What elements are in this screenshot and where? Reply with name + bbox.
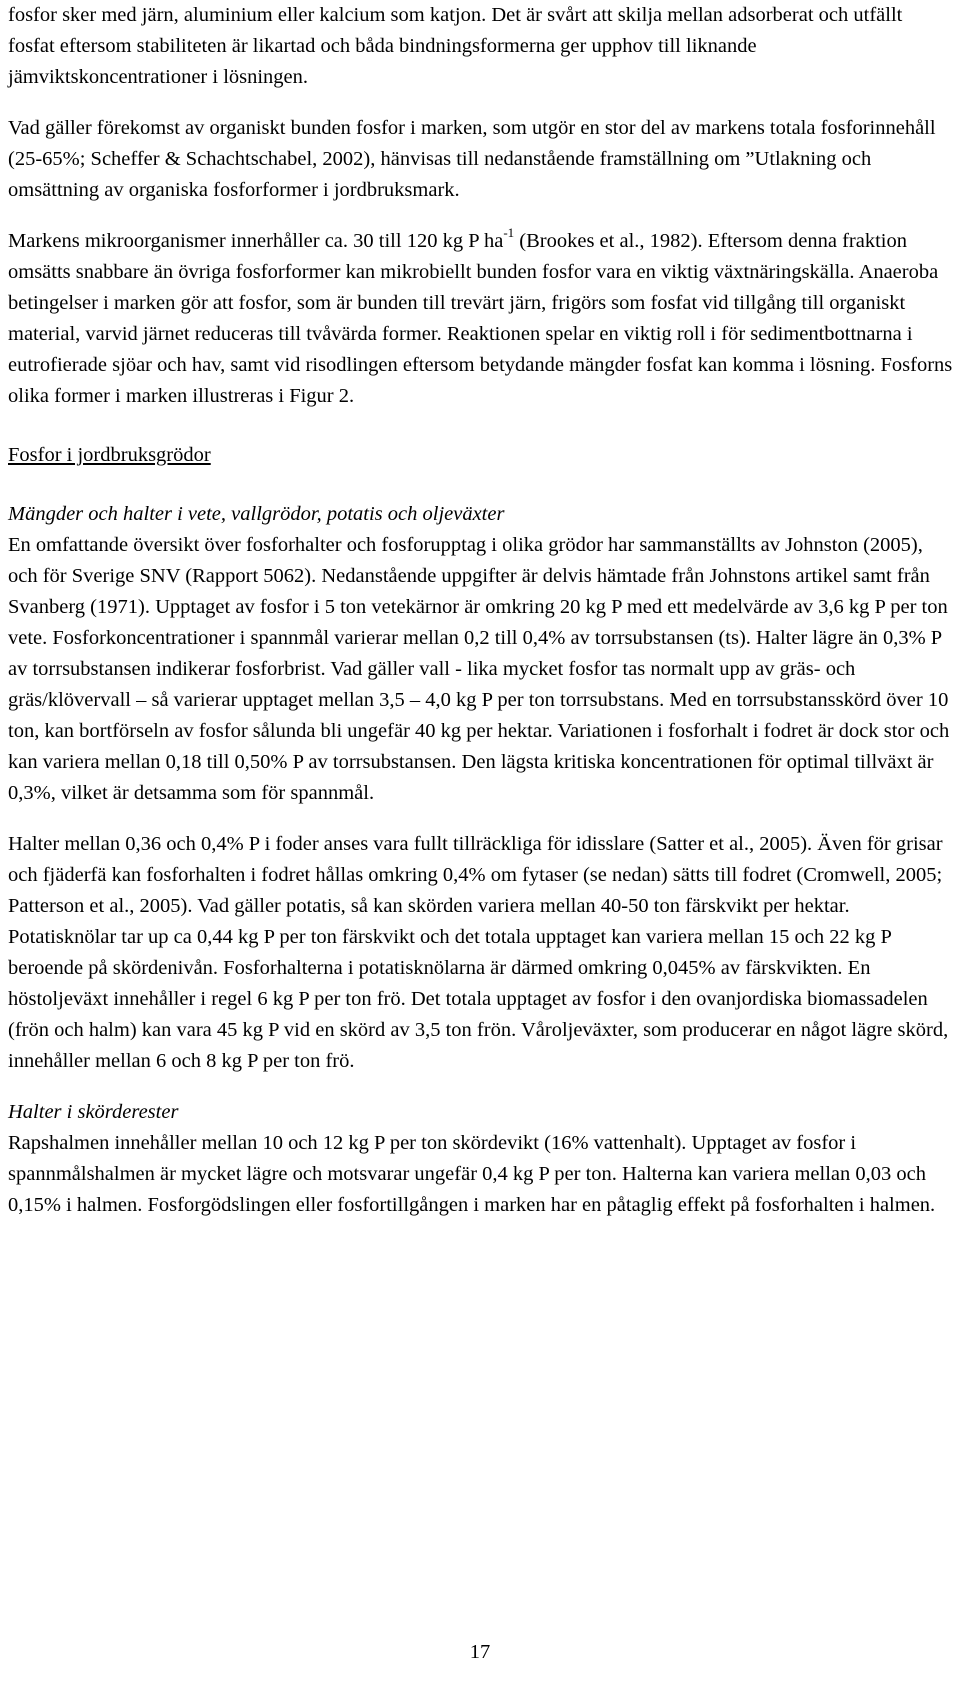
paragraph-adsorption: fosfor sker med järn, aluminium eller kalcium som katjon. Det är svårt att skilja mellan adsorberat och utfällt fosfat eftersom stabiliteten är likartad och båda bindningsformerna ger upphov till liknande jämviktskoncentrationer i lösningen. — [8, 4, 903, 88]
exponent-superscript: -1 — [503, 225, 515, 241]
paragraph-microorganisms — [8, 226, 954, 412]
microorganisms-text-rest: (Brookes et al., 1982). Eftersom denna fraktion omsätts snabbare än övriga fosforformer kan mikrobiellt bunden fosfor vara en viktig växtnäringskälla. Anaeroba betingelser i marken gör att fosfor, som är bunden till trevärt järn, frigörs som fosfat vid tillgång till organiskt material, varvid järnet reduceras till tvåvärda former. Reaktionen spelar en viktig roll i för sedimentbottnarna i eutrofierade sjöar och hav, samt vid risodlingen eftersom betydande mängder fosfat kan komma i lösning. Fosforns olika former i marken illustreras i Figur 2. — [8, 230, 953, 407]
subsection-heading-residues: Halter i skörderester — [8, 1101, 179, 1123]
section-heading: Fosfor i jordbruksgrödor — [8, 444, 211, 466]
paragraph-straw-phosphorus: Rapshalmen innehåller mellan 10 och 12 kg P per ton skördevikt (16% vattenhalt). Upptaget av fosfor i spannmålshalmen är mycket lägre och motsvarar ungefär 0,4 kg P per ton. Halterna kan variera mellan 0,03 och 0,15% i halmen. Fosforgödslingen eller fosfortillgången i marken har en påtaglig effekt på fosforhalten i halmen. — [8, 1132, 936, 1216]
paragraph-feed-phosphorus: Halter mellan 0,36 och 0,4% P i foder anses vara fullt tillräckliga för idisslare (Satter et al., 2005). Även för grisar och fjäderfä kan fosforhalten i fodret hållas omkring 0,4% om fytaser (se nedan) sätts till fodret (Cromwell, 2005; Patterson et al., 2005). Vad gäller potatis, så kan skörden variera mellan 40-50 ton färskvikt per hektar. Potatisknölar tar up ca 0,44 kg P per ton färskvikt och det totala upptaget kan variera mellan 15 och 22 kg P beroende på skördenivån. Fosforhalterna i potatisknölarna är därmed omkring 0,045% av färskvikten. En höstoljeväxt innehåller i regel 6 kg P per ton frö. Det totala upptaget av fosfor i den ovanjordiska biomassadelen (frön och halm) kan vara 45 kg P vid en skörd av 3,5 ton frön. Våroljeväxter, som producerar en något lägre skörd, innehåller mellan 6 och 8 kg P per ton frö. — [8, 833, 949, 1072]
page-number: 17 — [469, 1641, 491, 1663]
microorganisms-text-start: Markens mikroorganismer innerhåller ca. 30 till 120 kg P ha — [8, 230, 504, 252]
subsection-heading-crops: Mängder och halter i vete, vallgrödor, potatis och oljeväxter — [8, 503, 505, 525]
document-page — [8, 0, 954, 1221]
paragraph-crop-phosphorus: En omfattande översikt över fosforhalter och fosforupptag i olika grödor har sammanställts av Johnston (2005), och för Sverige SNV (Rapport 5062). Nedanstående uppgifter är delvis hämtade från Johnstons artikel samt från Svanberg (1971). Upptaget av fosfor i 5 ton vetekärnor är omkring 20 kg P med ett medelvärde av 3,6 kg P per ton vete. Fosforkoncentrationer i spannmål varierar mellan 0,2 till 0,4% av torrsubstansen (ts). Halter lägre än 0,3% P av torrsubstansen indikerar fosforbrist. Vad gäller vall - lika mycket fosfor tas normalt upp av gräs- och gräs/klövervall – så varierar upptaget mellan 3,5 – 4,0 kg P per ton torrsubstans. Med en torrsubstansskörd över 10 ton, kan bortförseln av fosfor sålunda bli ungefär 40 kg per hektar. Variationen i fosforhalt i fodret är dock stor och kan variera mellan 0,18 till 0,50% P av torrsubstansen. Den lägsta kritiska koncentrationen för optimal tillväxt är 0,3%, vilket är detsamma som för spannmål. — [8, 534, 950, 804]
paragraph-organic-phosphorus: Vad gäller förekomst av organiskt bunden fosfor i marken, som utgör en stor del av markens totala fosforinnehåll (25-65%; Scheffer & Schachtschabel, 2002), hänvisas till nedanstående framställning om ”Utlakning och omsättning av organiska fosforformer i jordbruksmark. — [8, 117, 936, 201]
